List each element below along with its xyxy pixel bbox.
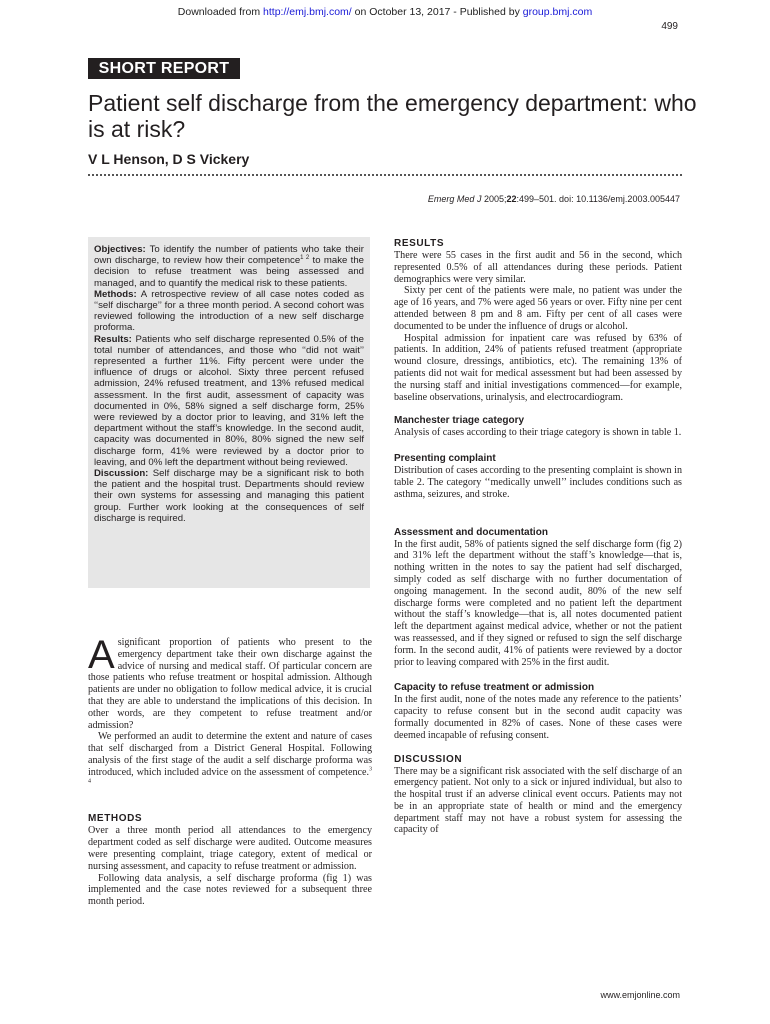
methods-heading: METHODS (88, 813, 143, 825)
citation-year: 2005; (483, 194, 507, 204)
capacity-heading: Capacity to refuse treatment or admission (394, 682, 595, 694)
discussion-paragraph: There may be a significant risk associated with the self discharge of an emergency patient. Not only to a sick or injured individual, but also to the hospital trust if an adverse clinical event occurs. Patients may not be in an appropriate state of health or mind and the emergency department staff may not have a robust system for assessing the capacity of (394, 765, 682, 836)
citation (428, 194, 680, 204)
methods-paragraph-1: Over a three month period all attendances to the emergency department coded as self discharge were audited. Outcome measures were presenting complaint, triage category, extent of medical or nursing assessment, and capacity to refuse treatment or admission. (88, 825, 372, 872)
discussion-label: Discussion: (94, 468, 149, 480)
discussion-text: Self discharge may be a significant risk to both the patient and the hospital trust. Departments should review their own systems for assessing and managing this patient group. Further work looking at the consequences of self discharge is required. (94, 468, 364, 524)
intro-paragraph-2 (88, 731, 372, 790)
results-label: Results: (94, 333, 132, 345)
results-paragraph-1: There were 55 cases in the first audit and 56 in the second, which represented 0.5% of all attendances during these periods. Patient demographics were very similar. (394, 250, 682, 285)
right-column (394, 238, 682, 836)
objectives-refs: 1 2 (300, 255, 310, 262)
section-tag: SHORT REPORT (88, 58, 240, 79)
methods-text: A retrospective review of all case notes coded as ‘‘self discharge’’ for a three month period. A second cohort was reviewed following the introduction of a new self discharge proforma. (94, 288, 364, 334)
authors: V L Henson, D S Vickery (88, 151, 250, 167)
objectives-label: Objectives: (94, 244, 146, 255)
objectives-text-b: to make the decision to refuse treatment was being assessed and managed, and to quantify the medical risk to these patients. (94, 255, 365, 289)
emj-link[interactable]: http://emj.bmj.com/ (263, 6, 352, 18)
abstract-box (88, 237, 370, 588)
citation-journal: Emerg Med J (427, 194, 482, 204)
capacity-paragraph: In the first audit, none of the notes made any reference to the patients’ capacity to refuse consent but in the second audit capacity was formally documented in 82% of cases. None of these cases were deemed incapable of refusing consent. (394, 694, 682, 741)
citation-pages: :499–501. doi: 10.1136/emj.2003.005447 (516, 194, 680, 204)
intro-refs: 3 4 (88, 766, 372, 785)
intro-paragraph (88, 633, 372, 731)
group-bmj-link[interactable]: group.bmj.com (522, 6, 593, 18)
complaint-paragraph: Distribution of cases according to the presenting complaint is shown in table 2. The category ‘‘medically unwell’’ includes conditions such as asthma, seizures, and stroke. (394, 465, 682, 500)
triage-heading: Manchester triage category (394, 415, 525, 427)
triage-paragraph: Analysis of cases according to their triage category is shown in table 1. (394, 427, 682, 439)
banner-middle: on October 13, 2017 - Published by (351, 6, 523, 18)
left-column (88, 633, 372, 908)
objectives-text-a: To identify the number of patients who take their own discharge, to review how their competence (94, 244, 364, 267)
citation-volume: 22 (506, 194, 517, 204)
intro-text: significant proportion of patients who present to the emergency department take their own discharge against the advice of nursing and medical staff. Of particular concern are those patients who refuse treatment or hospital admission. Although patients are under no obligation to follow medical advice, it is crucial that they are able to understand the implications of this decision. In other words, are they competent to refuse treatment and/or admission? (88, 637, 372, 731)
dotted-divider (88, 174, 682, 176)
abstract-results (94, 334, 364, 468)
intro-text-2: We performed an audit to determine the extent and nature of cases that self discharged from a District General Hospital. Following analysis of the first stage of the audit a self discharge proforma was introduced, which included advice on the assessment of competence. (88, 731, 372, 778)
methods-paragraph-2: Following data analysis, a self discharge proforma (fig 1) was implemented and the case notes reviewed for a subsequent three month period. (88, 872, 372, 908)
results-text: Patients who self discharge represented 0.5% of the total number of attendances, and those who ‘‘did not wait’’ represented a further 11%. Fifty percent were under the influence of drugs or alcohol. Sixty three percent refused admission, 24% refused treatment, and 13% refused medical assessment. In the first audit, assessment of capacity was documented in 0%, 58% signed a self discharge form, 25% were reviewed by a doctor prior to leaving, and 31% left the department without the staff’s knowledge. In the second audit, capacity was documented in 80%, 80% signed the new self discharge form, 41% were reviewed by a doctor prior to leaving, and 0% left the department without being reviewed. (94, 333, 364, 468)
results-paragraph-2: Sixty per cent of the patients were male, no patient was under the age of 16 years, and 7% were aged 56 years or over. Fifty nine per cent attended between 8 pm and 8 am. Fifty per cent of all cases were documented to be under the influence of drugs or alcohol. (394, 285, 682, 332)
abstract-objectives (94, 244, 364, 289)
drop-cap: A (88, 633, 115, 677)
download-banner (0, 6, 770, 18)
assessment-paragraph: In the first audit, 58% of patients signed the self discharge form (fig 2) and 31% left the department without the staff’s knowledge—that is, nothing written in the notes to say the patient had self discharged, simply coded as self discharge with no further documentation of ongoing management. In the second audit, 80% of the new self discharge forms were completed and no patient left the department without the staff’s knowledge—that is, all notes documented patient left the department against medical advice, whether or not the patient was reassessed, and if they signed or refused to sign the self discharge form. In the second audit, 41% of patients were reviewed by a doctor prior to leaving compared with 25% in the first audit. (394, 538, 682, 668)
results-heading: RESULTS (394, 238, 445, 249)
footer-url[interactable]: www.emjonline.com (600, 990, 680, 1000)
discussion-heading: DISCUSSION (394, 753, 463, 765)
banner-prefix: Downloaded from (177, 6, 264, 18)
article-title: Patient self discharge from the emergency department: who is at risk? (88, 90, 697, 142)
assessment-heading: Assessment and documentation (394, 526, 548, 538)
results-paragraph-3: Hospital admission for inpatient care was refused by 63% of patients. In addition, 24% of patients refused treatment (appropriate wound closure, dressings, antibiotics, etc). The remaining 13% of patients did not wait for medical assessment but had been assessed by the nursing staff and initial investigations commenced—for example, baseline observations, urinalysis, and electrocardiogram. (394, 332, 682, 403)
page-number: 499 (661, 21, 678, 32)
abstract-discussion (94, 468, 364, 524)
abstract-methods (94, 289, 364, 334)
complaint-heading: Presenting complaint (394, 453, 496, 465)
methods-label: Methods: (94, 288, 137, 300)
